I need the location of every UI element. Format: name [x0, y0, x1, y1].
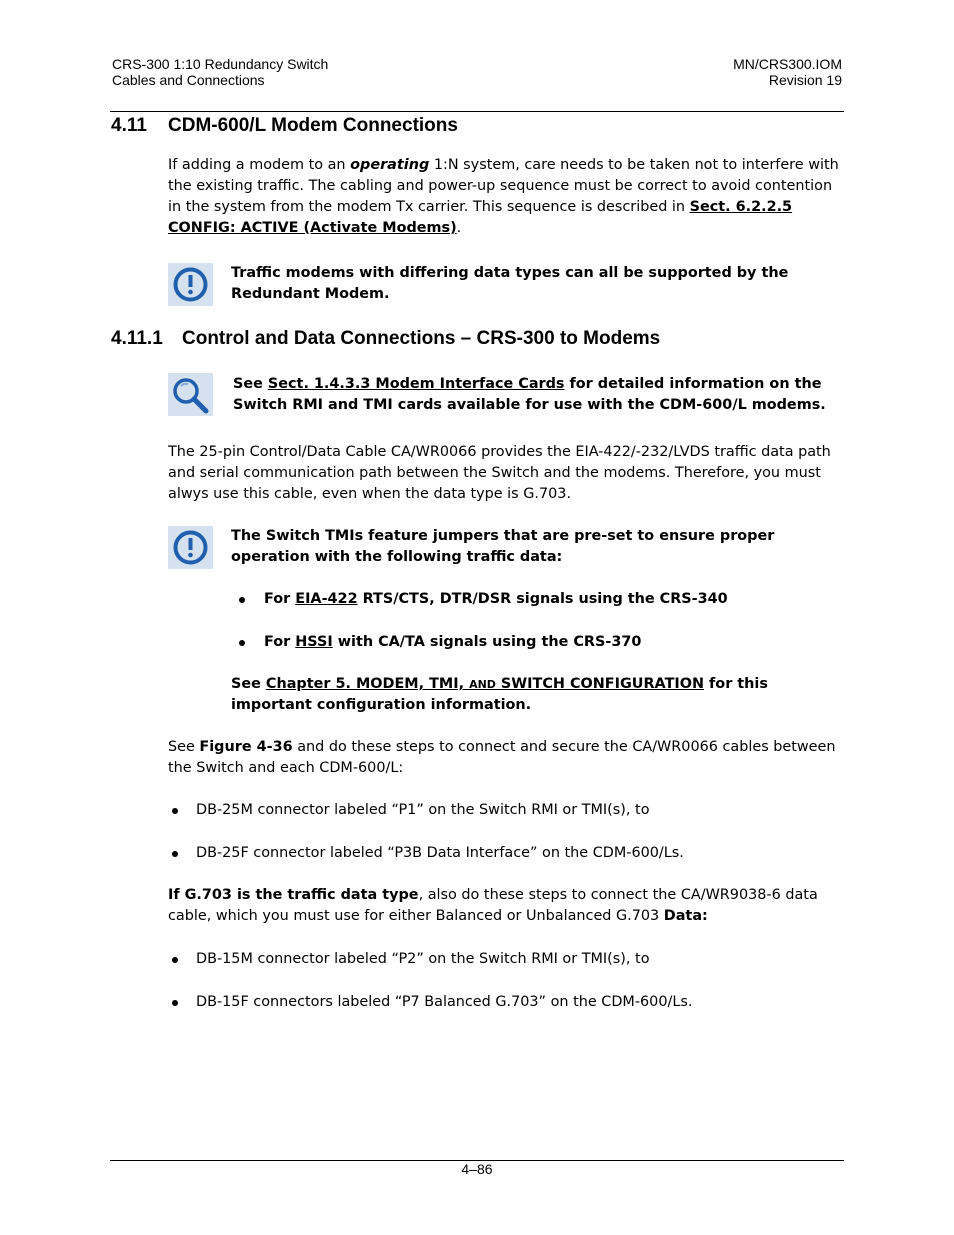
g703-emphasis: If G.703 is the traffic data type	[168, 887, 419, 903]
eia422-link[interactable]: EIA-422	[295, 591, 358, 607]
bullet-prefix: For	[264, 591, 296, 607]
intro-text-a: If adding a modem to an	[168, 157, 351, 173]
page-number: 4–86	[461, 1161, 493, 1177]
steps-text-c: and do these steps to connect and secure the CA/WR0066 cables between the Switch and each CDM-600/L:	[168, 739, 836, 776]
note-see-chapter5	[231, 674, 841, 716]
bullet-dot	[239, 597, 245, 603]
g703-text: , also do these steps to connect the CA/WR9038-6 data cable, which you must use for either Balanced or Unbalanced G.703	[168, 887, 818, 924]
steps-intro-paragraph	[168, 737, 840, 779]
subsection-title: Control and Data Connections – CRS-300 to Modems	[182, 328, 661, 349]
chapter5-link-text-a: Chapter 5. MODEM, TMI,	[265, 676, 470, 692]
chapter5-link-text-b: SWITCH CONFIGURATION	[495, 676, 705, 692]
steps-text-a: See	[168, 739, 200, 755]
list-item: DB-25F connector labeled “P3B Data Interface” on the CDM-600/Ls.	[196, 845, 684, 861]
note-bullet-eia422	[264, 589, 834, 610]
bullet-dot	[172, 808, 178, 814]
intro-text-c: 1:N system, care needs to be taken not to interfere with the existing traffic. The cabling and power-up sequence must be correct to avoid contention in the system from the modem Tx carrier. This sequence is described in	[168, 157, 839, 215]
note-bullet-hssi	[264, 632, 834, 653]
see-suffix: for this important configuration information.	[231, 676, 768, 713]
interface-cards-link[interactable]: Sect. 1.4.3.3 Modem Interface Cards	[267, 376, 565, 392]
note-traffic-modems: Traffic modems with differing data types can all be supported by the Redundant Modem.	[231, 265, 789, 302]
intro-emphasis: operating	[350, 157, 430, 173]
intro-cross-reference-link[interactable]: Sect. 6.2.2.5 CONFIG: ACTIVE (Activate Modems)	[168, 199, 793, 236]
subsection-heading	[111, 328, 660, 350]
chapter5-link[interactable]	[266, 676, 704, 692]
running-header-left	[112, 56, 328, 88]
important-icon	[168, 263, 213, 306]
g703-data-label: Data:	[663, 908, 708, 924]
list-item: DB-15M connector labeled “P2” on the Switch RMI or TMI(s), to	[196, 951, 650, 967]
hssi-link[interactable]: HSSI	[295, 634, 333, 650]
header-revision: Revision 19	[768, 72, 842, 88]
note-interface-cards	[233, 374, 841, 416]
figure-reference: Figure 4-36	[199, 739, 293, 755]
magnifier-icon	[168, 373, 213, 416]
see-prefix: See	[231, 676, 266, 692]
g703-paragraph	[168, 885, 840, 927]
note-tmi-jumpers: The Switch TMIs feature jumpers that are pre-set to ensure proper operation with the following traffic data:	[231, 528, 775, 565]
ref-text-a: See	[233, 376, 268, 392]
header-doc-title: CRS-300 1:10 Redundancy Switch	[112, 56, 329, 72]
intro-text-d: .	[456, 220, 462, 236]
bullet-text: RTS/CTS, DTR/DSR signals using the CRS-340	[357, 591, 728, 607]
bullet-prefix: For	[264, 634, 296, 650]
section-heading	[111, 115, 458, 137]
bullet-dot	[239, 640, 245, 646]
subsection-number: 4.11.1	[111, 328, 163, 349]
section-title: CDM-600/L Modem Connections	[168, 115, 458, 136]
header-rule	[110, 111, 844, 112]
bullet-dot	[172, 851, 178, 857]
bullet-dot	[172, 1000, 178, 1006]
chapter5-link-smallcaps: AND	[469, 678, 496, 691]
running-header-right	[733, 56, 842, 88]
ref-text-b: for detailed information on the Switch RMI and TMI cards available for use with the CDM-600/L modems.	[233, 376, 826, 413]
intro-paragraph	[168, 155, 840, 239]
header-doc-number: MN/CRS300.IOM	[733, 56, 842, 72]
list-item: DB-25M connector labeled “P1” on the Switch RMI or TMI(s), to	[196, 802, 650, 818]
cable-paragraph: The 25-pin Control/Data Cable CA/WR0066 provides the EIA-422/-232/LVDS traffic data path and serial communication path between the Switch and the modems. Therefore, you must alwys use this cable, even when the data type is G.703.	[168, 444, 831, 502]
section-number: 4.11	[111, 115, 147, 136]
header-chapter: Cables and Connections	[112, 72, 265, 88]
bullet-text: with CA/TA signals using the CRS-370	[332, 634, 642, 650]
important-icon	[168, 526, 213, 569]
list-item: DB-15F connectors labeled “P7 Balanced G.703” on the CDM-600/Ls.	[196, 994, 693, 1010]
bullet-dot	[172, 957, 178, 963]
